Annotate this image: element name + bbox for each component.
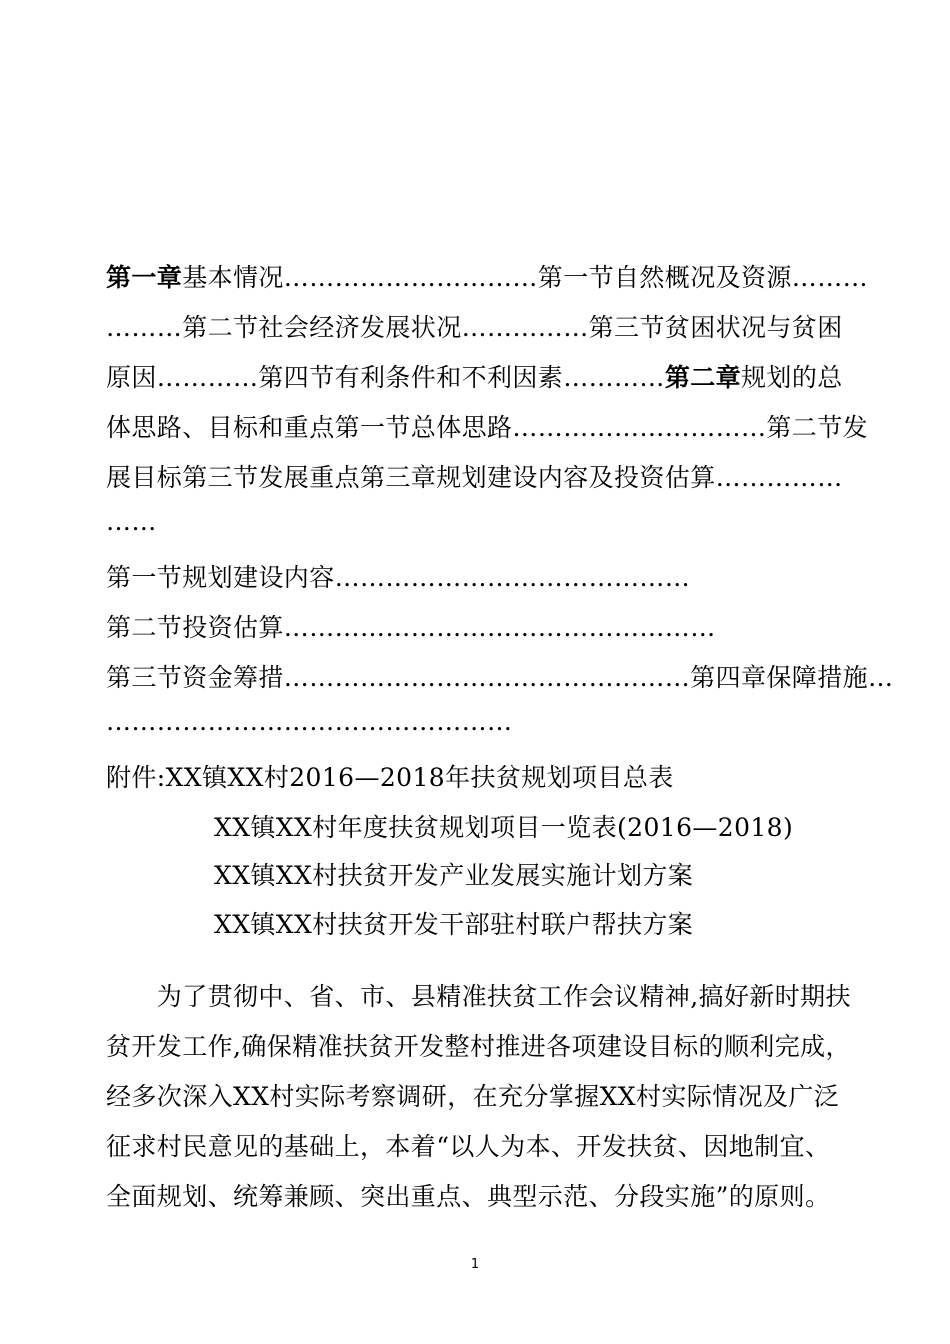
toc-text: 原因…………第四节有利条件和不利因素………… [106,363,665,392]
attachment-heading: 附件:XX镇XX村2016—2018年扶贫规划项目总表 [106,763,674,792]
chapter-heading: 第一章 [106,263,183,292]
toc-text: 基本情况…………………………第一节自然概况及资源……… [182,263,869,292]
toc-line [106,263,868,293]
toc-line: …… [106,507,157,536]
paragraph-line: 征求村民意见的基础上，本着“以人为本、开发扶贫、因地制宜、 [106,1132,831,1161]
toc-line: ………第二节社会经济发展状况……………第三节贫困状况与贫困 [106,313,843,342]
toc-text: 规划的总 [741,363,843,392]
attachment-item: XX镇XX村扶贫开发干部驻村联户帮扶方案 [214,910,694,939]
page-number: 1 [470,1257,480,1272]
paragraph-line: 贫开发工作,确保精准扶贫开发整村推进各项建设目标的顺利完成， [106,1032,851,1061]
toc-line [106,363,843,393]
paragraph-line: 为了贯彻中、省、市、县精准扶贫工作会议精神,搞好新时期扶 [106,982,851,1011]
chapter-heading: 第二章 [664,363,742,392]
attachment-item: XX镇XX村年度扶贫规划项目一览表(2016—2018) [214,813,794,842]
paragraph-line: 全面规划、统筹兼顾、突出重点、典型示范、分段实施”的原则。 [106,1182,831,1211]
toc-line: 第二节投资估算…………………………………………… [106,613,716,642]
attachment-item: XX镇XX村扶贫开发产业发展实施计划方案 [214,861,694,890]
toc-line: 第一节规划建设内容…………………………………… [106,563,691,592]
toc-line: 体思路、目标和重点第一节总体思路…………………………第二节发 [106,413,869,442]
toc-line: 展目标第三节发展重点第三章规划建设内容及投资估算…………… [106,463,843,492]
paragraph-line: 经多次深入XX村实际考察调研，在充分掌握XX村实际情况及广泛 [106,1082,840,1111]
body-paragraph [106,972,858,1222]
toc-line: 第三节资金筹措…………………………………………第四章保障措施… [106,663,894,692]
toc-line: ………………………………………… [106,707,513,736]
